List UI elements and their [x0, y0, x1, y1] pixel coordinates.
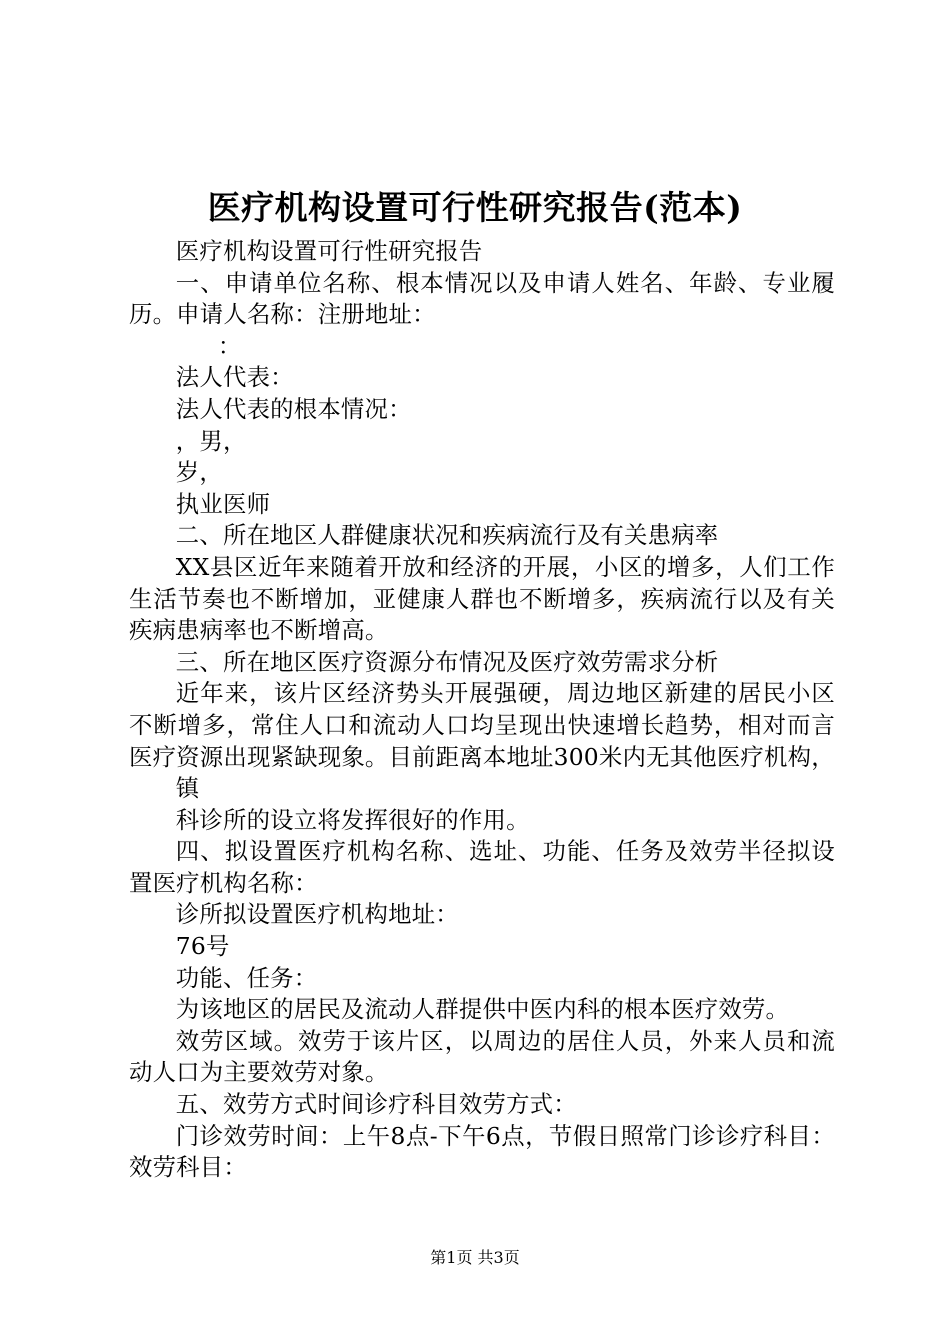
document-title: 医疗机构设置可行性研究报告(范本) — [207, 188, 743, 227]
paragraph-address-number: 76号 — [175, 932, 230, 961]
paragraph-report-name: 医疗机构设置可行性研究报告 — [175, 237, 483, 265]
paragraph-legal-rep-info: 法人代表的根本情况： — [175, 394, 412, 423]
paragraph-section-3-body: 近年来，该片区经济势头开展强硬，周边地区新建的居民小区不断增多，常住人口和流动人口均呈现出快速增长趋势，相对而言医疗资源出现紧缺现象。目前距离本地址300米内无其他医疗机构， — [129, 679, 835, 771]
paragraph-section-2-body: XX县区近年来随着开放和经济的开展，小区的增多，人们工作生活节奏也不断增加，亚健康人群也不断增多，疾病流行以及有关疾病患病率也不断增高。 — [129, 552, 835, 645]
paragraph-colon: ： — [217, 331, 242, 360]
paragraph-functions-body: 为该地区的居民及流动人群提供中医内科的根本医疗效劳。 — [175, 995, 790, 1024]
paragraph-service-area: 效劳区域。效劳于该片区，以周边的居住人员，外来人员和流动人口为主要效劳对象。 — [129, 1026, 835, 1087]
paragraph-service-hours: 门诊效劳时间：上午8点-下午6点，节假日照常门诊诊疗科目：效劳科目： — [129, 1121, 835, 1182]
paragraph-clinic-role: 科诊所的设立将发挥很好的作用。 — [175, 805, 530, 834]
paragraph-legal-rep: 法人代表： — [175, 363, 294, 392]
paragraph-gender: ，男， — [175, 426, 247, 455]
paragraph-section-1-heading: 一、申请单位名称、根本情况以及申请人姓名、年龄、专业履历。申请人名称：注册地址： — [129, 268, 835, 329]
paragraph-town: 镇 — [175, 774, 200, 803]
paragraph-section-4-heading: 四、拟设置医疗机构名称、选址、功能、任务及效劳半径拟设置医疗机构名称： — [129, 837, 835, 897]
paragraph-clinic-address: 诊所拟设置医疗机构地址： — [175, 900, 459, 929]
paragraph-section-3-heading: 三、所在地区医疗资源分布情况及医疗效劳需求分析 — [175, 647, 719, 676]
document-body — [129, 236, 835, 1184]
paragraph-practitioner: 执业医师 — [175, 489, 271, 518]
paragraph-functions: 功能、任务： — [175, 963, 318, 992]
page-footer: 第1页 共3页 — [430, 1248, 520, 1267]
paragraph-section-2-heading: 二、所在地区人群健康状况和疾病流行及有关患病率 — [175, 521, 719, 550]
paragraph-age: 岁， — [175, 458, 223, 487]
paragraph-section-5-heading: 五、效劳方式时间诊疗科目效劳方式： — [175, 1090, 577, 1119]
